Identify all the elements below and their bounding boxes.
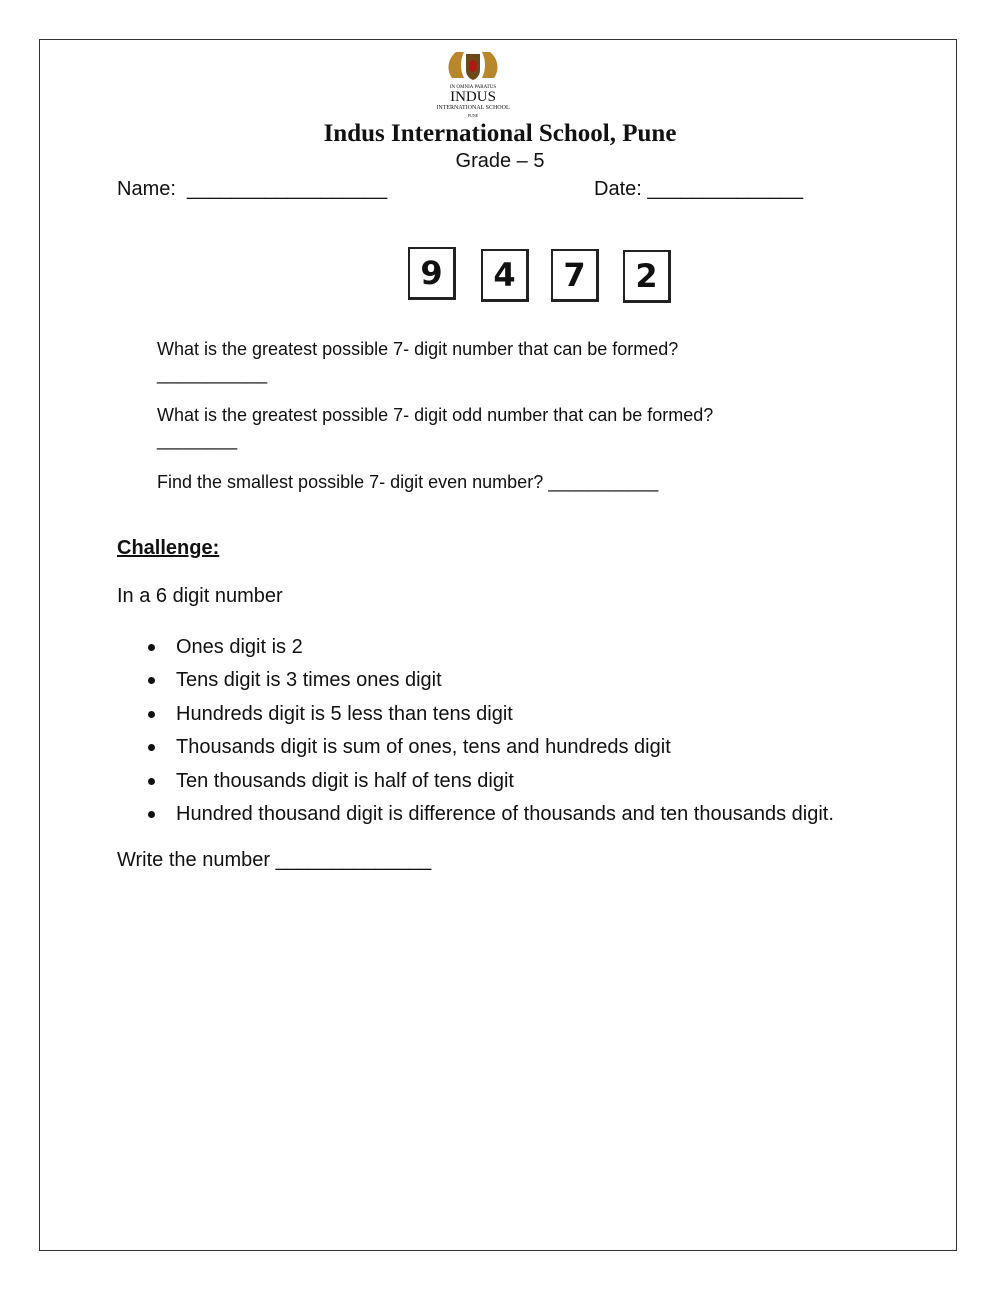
digit-card: 4 [481,249,529,302]
svg-text:INTERNATIONAL SCHOOL: INTERNATIONAL SCHOOL [436,105,510,111]
clue-text: Ten thousands digit is half of tens digit [176,769,514,792]
list-item [117,664,834,697]
bullet-icon [148,744,155,751]
challenge-intro: In a 6 digit number [117,585,283,607]
svg-text:INDUS: INDUS [450,89,496,105]
bullet-icon [148,811,155,818]
date-field[interactable]: Date: ______________ [594,178,804,200]
school-name: Indus International School, Pune [323,120,677,147]
list-item [117,731,834,764]
digit-card: 9 [408,247,456,300]
svg-text:IN OMNIA PARATUS: IN OMNIA PARATUS [449,85,497,90]
school-logo [434,48,512,120]
question-greatest-odd-number: What is the greatest possible 7- digit odd number that can be formed? [157,405,714,425]
name-field[interactable]: Name: __________________ [117,178,388,200]
clue-text: Hundred thousand digit is difference of thousands and ten thousands digit. [176,802,834,825]
bullet-icon [148,644,155,651]
clue-text: Ones digit is 2 [176,636,303,658]
write-number-answer[interactable]: Write the number ______________ [117,849,432,871]
svg-text:PUNE: PUNE [467,113,479,118]
digit-card: 7 [551,249,599,302]
question-greatest-number: What is the greatest possible 7- digit number that can be formed? [157,339,679,359]
digit-card: 2 [623,250,671,303]
list-item [117,698,834,731]
answer-blank-greatest-number[interactable]: ___________ [157,364,268,384]
clue-text: Hundreds digit is 5 less than tens digit [176,702,513,725]
bullet-icon [148,778,155,785]
question-smallest-even-number[interactable]: Find the smallest possible 7- digit even number? ___________ [157,472,659,492]
list-item [117,631,834,664]
grade-label: Grade – 5 [455,150,545,172]
list-item [117,765,834,798]
clue-text: Tens digit is 3 times ones digit [176,669,442,692]
answer-blank-greatest-odd-number[interactable]: ________ [157,430,238,450]
bullet-icon [148,677,155,684]
clue-text: Thousands digit is sum of ones, tens and hundreds digit [176,736,671,759]
challenge-heading: Challenge: [117,537,220,559]
list-item [117,798,834,831]
bullet-icon [148,711,155,718]
clue-list [117,631,834,831]
